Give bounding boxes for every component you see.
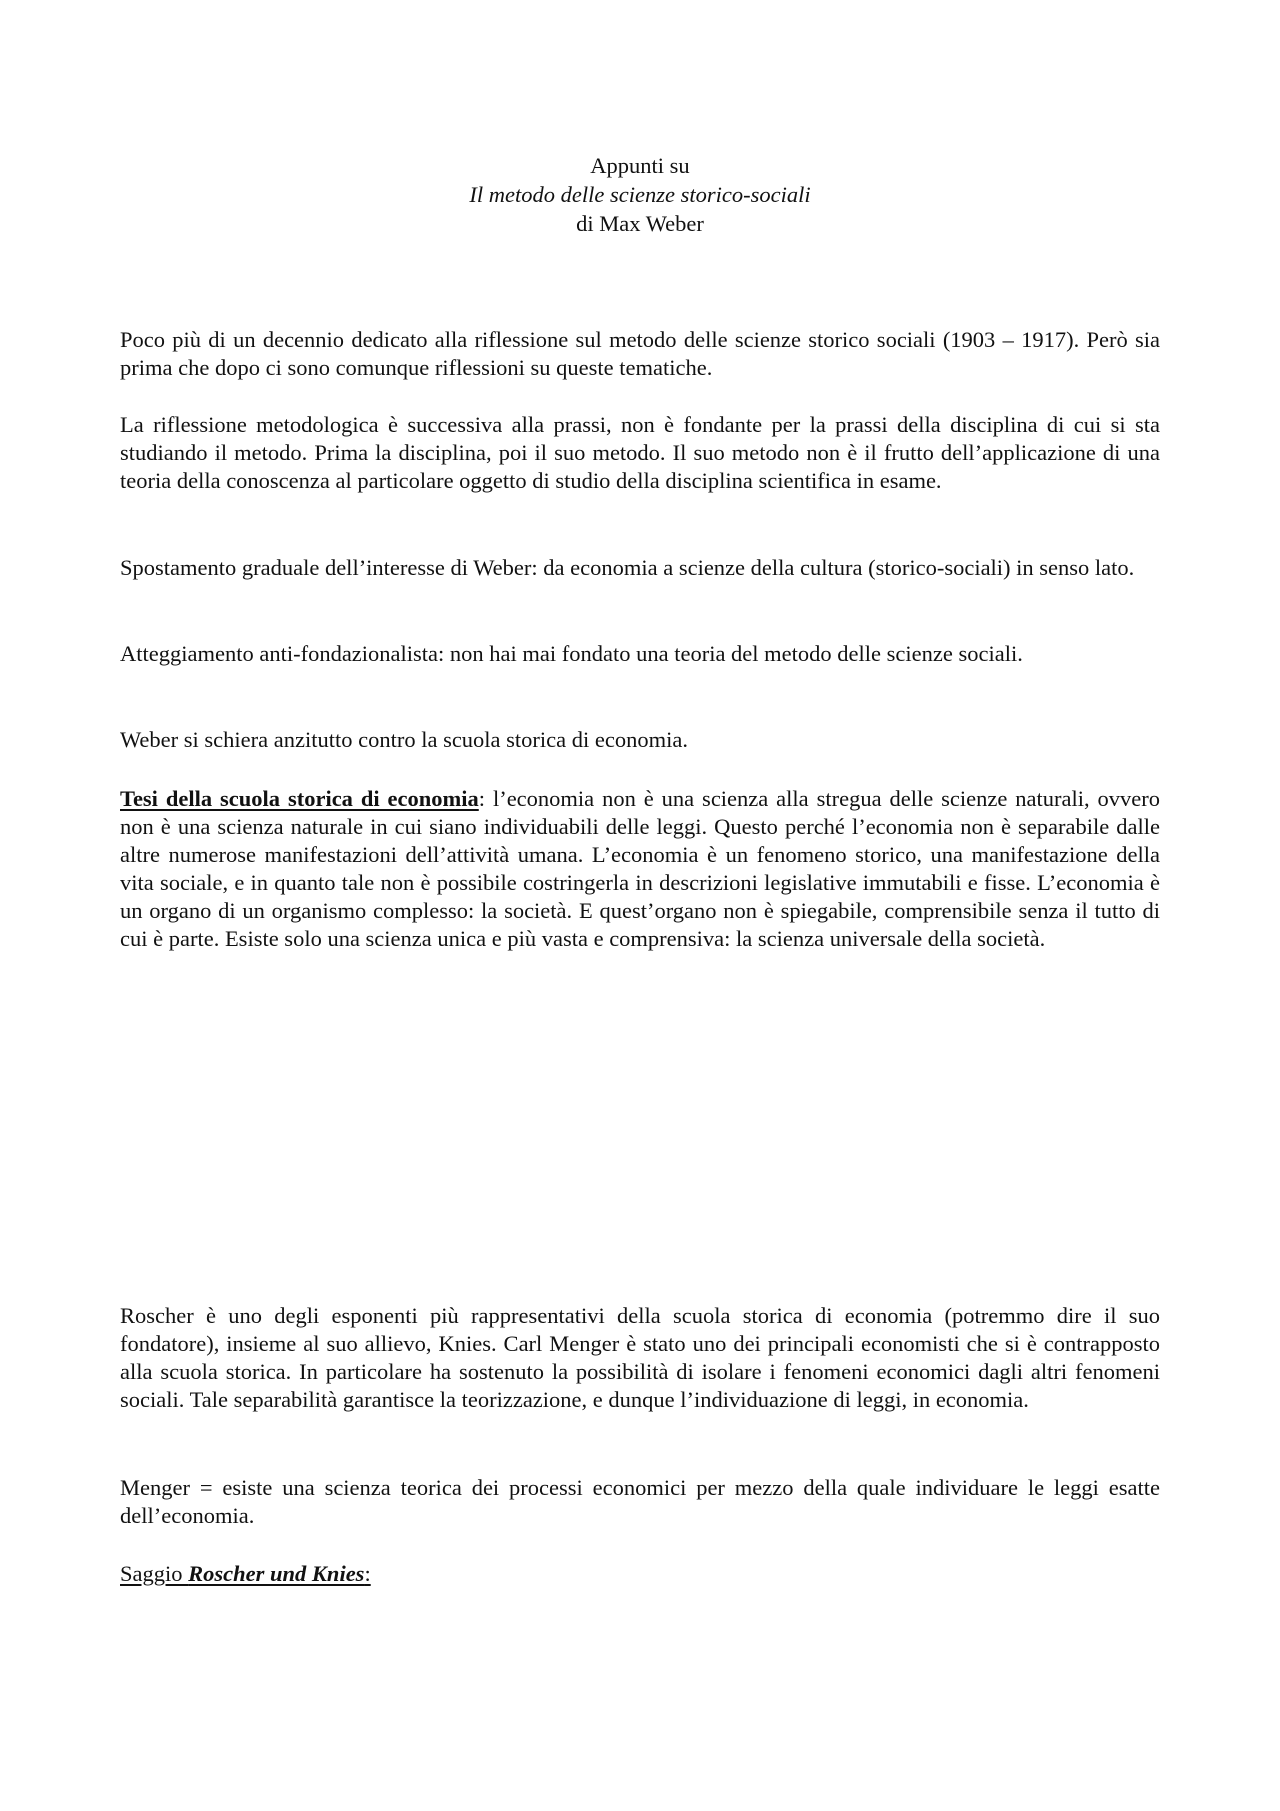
paragraph-6-text	[120, 785, 1160, 953]
paragraph-4-text: Atteggiamento anti-fondazionalista: non hai mai fondato una teoria del metodo delle scienze sociali.	[120, 641, 1023, 666]
thesis-heading: Tesi della scuola storica di economia	[120, 786, 479, 811]
paragraph-9-text	[120, 1560, 1160, 1588]
paragraph-7-text: Roscher è uno degli esponenti più rappresentativi della scuola storica di economia (potremmo dire il suo fondatore), insieme al suo allievo, Knies. Carl Menger è stato uno dei principali economisti che si è contrapposto alla scuola storica. In particolare ha sostenuto la possibilità di isolare i fenomeni economici dagli altri fenomeni sociali. Tale separabilità garantisce la teorizzazione, e dunque l’individuazione di leggi, in economia.	[120, 1303, 1160, 1412]
essay-suffix: :	[364, 1561, 371, 1586]
document-title	[0, 151, 1280, 238]
paragraph-3-text: Spostamento graduale dell’interesse di Weber: da economia a scienze della cultura (storico-sociali) in senso lato.	[120, 555, 1135, 580]
paragraph-8	[120, 1474, 1160, 1530]
title-line-3: di Max Weber	[576, 211, 704, 236]
paragraph-3	[120, 554, 1160, 582]
paragraph-9	[120, 1560, 1160, 1588]
essay-title: Roscher und Knies	[188, 1561, 365, 1586]
paragraph-2	[120, 411, 1160, 495]
paragraph-5-text: Weber si schiera anzitutto contro la scuola storica di economia.	[120, 727, 688, 752]
thesis-body: l’economia non è una scienza alla stregua delle scienze naturali, ovvero non è una scienza naturale in cui siano individuabili delle leggi. Questo perché l’economia non è separabile dalle altre numerose manifestazioni dell’attività umana. L’economia è un fenomeno storico, una manifestazione della vita sociale, e in quanto tale non è possibile costringerla in descrizioni legislative immutabili e fisse. L’economia è un organo di un organismo complesso: la società. E quest’organo non è spiegabile, comprensibile senza il tutto di cui è parte. Esiste solo una scienza unica e più vasta e comprensiva: la scienza universale della società.	[120, 786, 1160, 951]
paragraph-8-text: Menger = esiste una scienza teorica dei processi economici per mezzo della quale individuare le leggi esatte dell’economia.	[120, 1475, 1160, 1528]
title-line-2: Il metodo delle scienze storico-sociali	[469, 182, 811, 207]
paragraph-4	[120, 640, 1160, 668]
paragraph-6	[120, 785, 1160, 953]
essay-prefix: Saggio	[120, 1561, 189, 1586]
title-line-1: Appunti su	[590, 153, 690, 178]
paragraph-1	[120, 326, 1160, 382]
paragraph-1-text: Poco più di un decennio dedicato alla riflessione sul metodo delle scienze storico sociali (1903 – 1917). Però sia prima che dopo ci sono comunque riflessioni su queste tematiche.	[120, 327, 1160, 380]
paragraph-2-text: La riflessione metodologica è successiva alla prassi, non è fondante per la prassi della disciplina di cui si sta studiando il metodo. Prima la disciplina, poi il suo metodo. Il suo metodo non è il frutto dell’applicazione di una teoria della conoscenza al particolare oggetto di studio della disciplina scientifica in esame.	[120, 412, 1160, 493]
thesis-colon: :	[478, 786, 486, 811]
paragraph-7	[120, 1302, 1160, 1414]
paragraph-5	[120, 726, 1160, 754]
essay-label	[120, 1561, 371, 1586]
